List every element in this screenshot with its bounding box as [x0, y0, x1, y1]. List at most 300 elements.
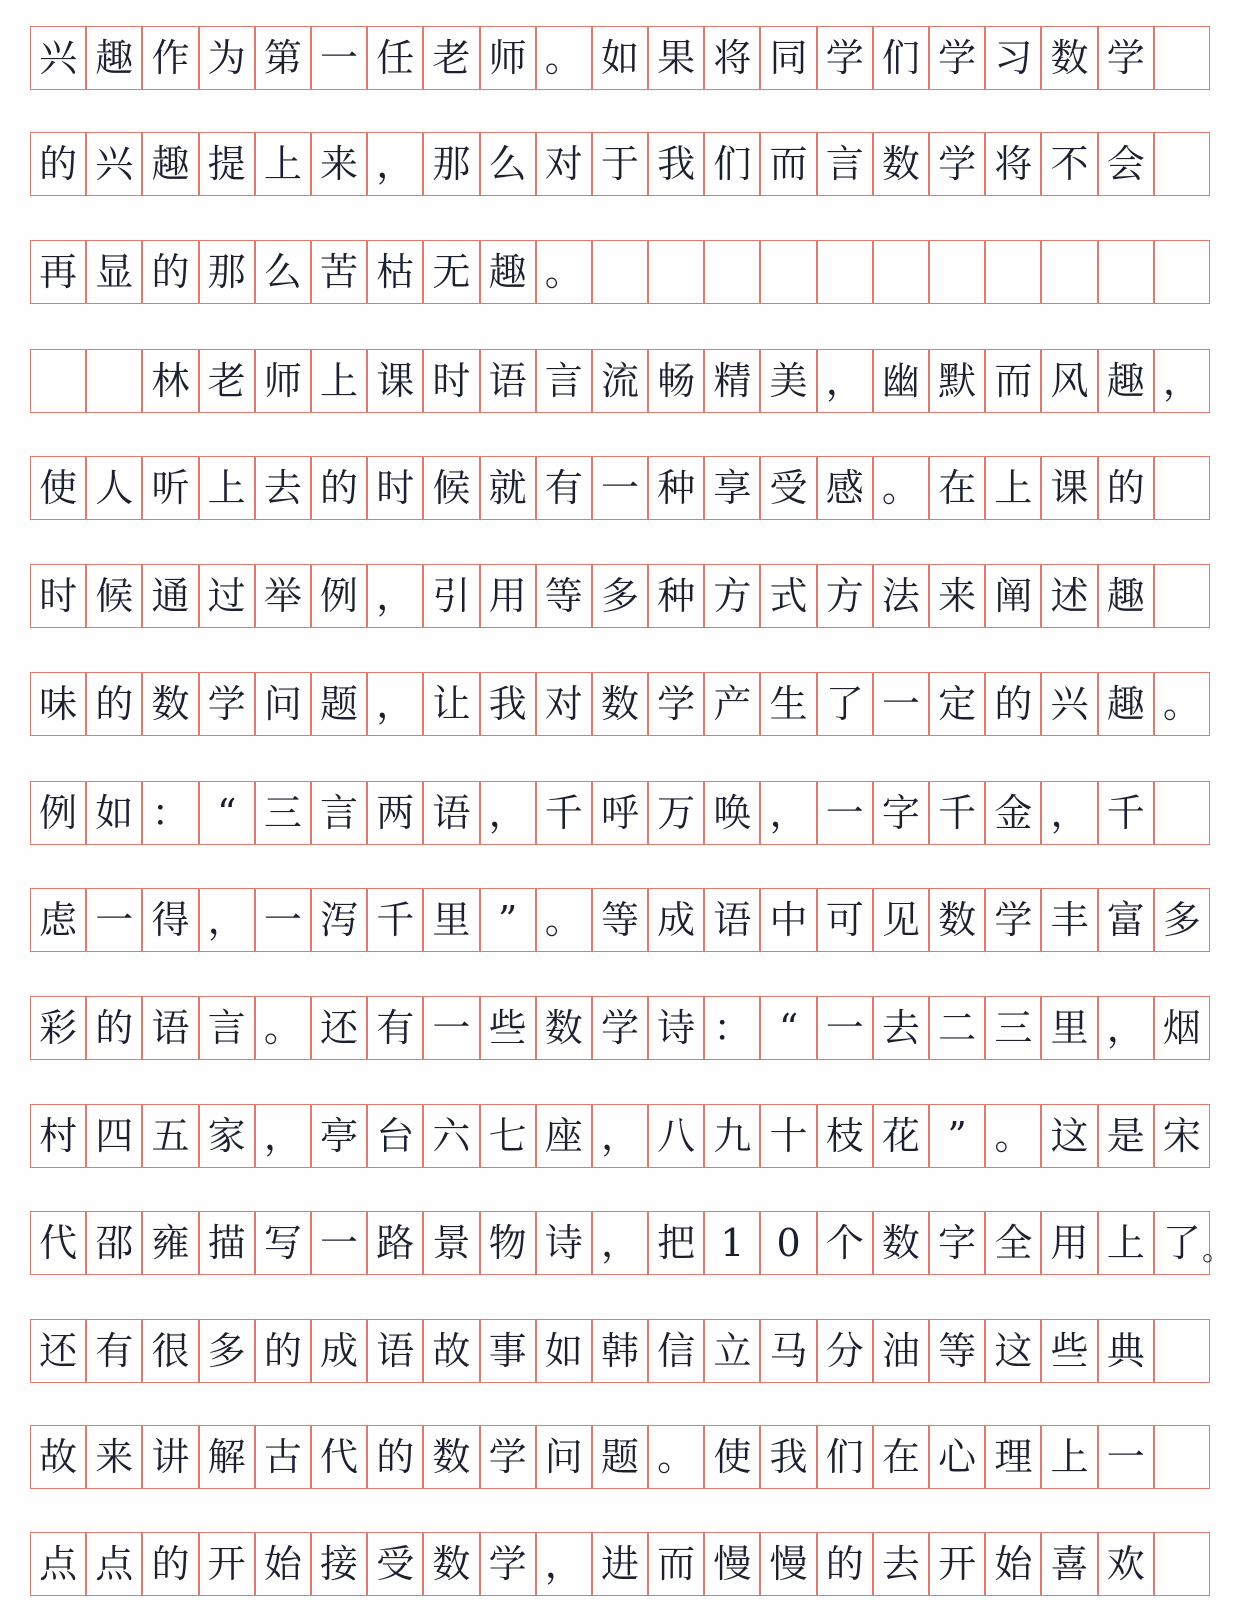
grid-cell: 候	[86, 564, 142, 628]
grid-cell: 学	[929, 26, 985, 90]
grid-cell: 学	[929, 132, 985, 196]
grid-cell: 数	[1041, 26, 1097, 90]
grid-cell: 用	[480, 564, 536, 628]
grid-cell: 数	[423, 1425, 479, 1489]
grid-cell: 学	[592, 996, 648, 1060]
grid-cell: 宋	[1154, 1104, 1210, 1168]
grid-cell: 在	[929, 456, 985, 520]
grid-cell	[592, 240, 648, 304]
grid-cell: 有	[86, 1319, 142, 1383]
grid-cell: 代	[311, 1425, 367, 1489]
grid-cell: 而	[760, 132, 816, 196]
grid-cell: 述	[1041, 564, 1097, 628]
grid-cell: ”	[929, 1104, 985, 1168]
grid-cell: 泻	[311, 888, 367, 952]
grid-cell: 字	[929, 1211, 985, 1275]
grid-cell: 趣	[480, 240, 536, 304]
grid-cell: 数	[592, 672, 648, 736]
grid-cell: 时	[423, 349, 479, 413]
grid-cell: 而	[985, 349, 1041, 413]
grid-cell	[648, 240, 704, 304]
grid-cell: 阐	[985, 564, 1041, 628]
grid-cell: 们	[817, 1425, 873, 1489]
grid-cell: 枝	[817, 1104, 873, 1168]
grid-cell: ，	[1041, 781, 1097, 845]
grid-cell: 语	[367, 1319, 423, 1383]
grid-cell: 课	[367, 349, 423, 413]
grid-cell: 等	[592, 888, 648, 952]
grid-cell: 彩	[30, 996, 86, 1060]
grid-cell: 描	[199, 1211, 255, 1275]
grid-cell: 解	[199, 1425, 255, 1489]
grid-cell: 数	[142, 672, 198, 736]
grid-cell: 生	[760, 672, 816, 736]
grid-cell: 如	[592, 26, 648, 90]
grid-cell: 多	[1154, 888, 1210, 952]
grid-line	[30, 240, 1210, 304]
grid-cell: 烟	[1154, 996, 1210, 1060]
grid-cell: 一	[817, 996, 873, 1060]
grid-cell: 的	[86, 672, 142, 736]
grid-cell: 有	[367, 996, 423, 1060]
grid-cell: 们	[873, 26, 929, 90]
grid-cell: 使	[704, 1425, 760, 1489]
grid-cell: 么	[255, 240, 311, 304]
grid-cell: 一	[817, 781, 873, 845]
grid-cell: 无	[423, 240, 479, 304]
grid-cell: 富	[1098, 888, 1154, 952]
grid-cell: 来	[86, 1425, 142, 1489]
grid-line	[30, 1532, 1210, 1596]
grid-cell: 信	[648, 1319, 704, 1383]
grid-line	[30, 349, 1210, 413]
grid-cell: 亭	[311, 1104, 367, 1168]
grid-cell: ，	[367, 564, 423, 628]
grid-cell: 很	[142, 1319, 198, 1383]
grid-cell: 将	[985, 132, 1041, 196]
grid-cell: 将	[704, 26, 760, 90]
grid-cell	[1154, 456, 1210, 520]
grid-cell: 座	[536, 1104, 592, 1168]
grid-line	[30, 888, 1210, 952]
grid-cell: 数	[423, 1532, 479, 1596]
grid-cell: 同	[760, 26, 816, 90]
grid-cell: 心	[929, 1425, 985, 1489]
grid-cell: 数	[929, 888, 985, 952]
grid-line	[30, 564, 1210, 628]
grid-cell: 作	[142, 26, 198, 90]
grid-cell: 学	[648, 672, 704, 736]
grid-cell: 见	[873, 888, 929, 952]
grid-cell: 九	[704, 1104, 760, 1168]
grid-cell: 数	[873, 132, 929, 196]
grid-cell: 成	[311, 1319, 367, 1383]
grid-cell: 一	[423, 996, 479, 1060]
grid-cell	[817, 240, 873, 304]
grid-cell: 的	[142, 240, 198, 304]
grid-cell: 为	[199, 26, 255, 90]
grid-cell: 使	[30, 456, 86, 520]
grid-cell: 题	[311, 672, 367, 736]
grid-cell: 用	[1041, 1211, 1097, 1275]
grid-cell: ：	[704, 996, 760, 1060]
grid-cell: 对	[536, 672, 592, 736]
grid-cell: 上	[1098, 1211, 1154, 1275]
grid-cell: 景	[423, 1211, 479, 1275]
grid-cell: 了	[817, 672, 873, 736]
grid-cell: 学	[480, 1532, 536, 1596]
grid-cell	[1154, 26, 1210, 90]
grid-cell: 会	[1098, 132, 1154, 196]
grid-cell: 分	[817, 1319, 873, 1383]
grid-cell: 言	[817, 132, 873, 196]
grid-cell: 千	[1098, 781, 1154, 845]
grid-cell: 师	[480, 26, 536, 90]
grid-cell: 的	[817, 1532, 873, 1596]
grid-cell: 一	[873, 672, 929, 736]
grid-cell: 慢	[760, 1532, 816, 1596]
grid-cell: 韩	[592, 1319, 648, 1383]
grid-cell: 任	[367, 26, 423, 90]
grid-cell: 诗	[536, 1211, 592, 1275]
grid-cell: ，	[367, 672, 423, 736]
grid-cell: 一	[311, 26, 367, 90]
grid-cell: 油	[873, 1319, 929, 1383]
grid-cell: 默	[929, 349, 985, 413]
grid-cell: 语	[480, 349, 536, 413]
grid-cell	[704, 240, 760, 304]
grid-line	[30, 1319, 1210, 1383]
grid-cell: 多	[199, 1319, 255, 1383]
grid-cell: 通	[142, 564, 198, 628]
grid-cell: 味	[30, 672, 86, 736]
grid-cell: 上	[1041, 1425, 1097, 1489]
grid-cell: 我	[648, 132, 704, 196]
grid-cell: 老	[199, 349, 255, 413]
grid-cell: 接	[311, 1532, 367, 1596]
grid-cell	[760, 240, 816, 304]
grid-cell: 而	[648, 1532, 704, 1596]
grid-cell: 唤	[704, 781, 760, 845]
grid-cell: 呼	[592, 781, 648, 845]
grid-cell	[1154, 132, 1210, 196]
grid-cell: 法	[873, 564, 929, 628]
grid-cell: 三	[255, 781, 311, 845]
grid-cell: 引	[423, 564, 479, 628]
grid-cell: ，	[1154, 349, 1210, 413]
grid-cell: 千	[367, 888, 423, 952]
grid-cell: 里	[1041, 996, 1097, 1060]
grid-cell: 的	[30, 132, 86, 196]
grid-cell: 始	[255, 1532, 311, 1596]
grid-cell: 苦	[311, 240, 367, 304]
grid-line	[30, 456, 1210, 520]
grid-cell: 学	[480, 1425, 536, 1489]
grid-cell: 七	[480, 1104, 536, 1168]
grid-cell: “	[199, 781, 255, 845]
grid-line	[30, 781, 1210, 845]
grid-cell: 字	[873, 781, 929, 845]
grid-cell: 进	[592, 1532, 648, 1596]
grid-cell: 。	[985, 1104, 1041, 1168]
grid-cell: 语	[704, 888, 760, 952]
grid-cell: 问	[536, 1425, 592, 1489]
grid-cell: 。	[536, 240, 592, 304]
grid-cell: 语	[142, 996, 198, 1060]
grid-cell: 果	[648, 26, 704, 90]
grid-cell: 定	[929, 672, 985, 736]
grid-cell: 五	[142, 1104, 198, 1168]
grid-cell: 第	[255, 26, 311, 90]
grid-cell: 全	[985, 1211, 1041, 1275]
grid-cell: 始	[985, 1532, 1041, 1596]
grid-cell: 言	[199, 996, 255, 1060]
grid-cell: 六	[423, 1104, 479, 1168]
grid-cell: 数	[536, 996, 592, 1060]
grid-cell: 趣	[86, 26, 142, 90]
grid-cell	[1154, 1532, 1210, 1596]
grid-cell: 了	[1154, 1211, 1210, 1275]
grid-cell: 学	[985, 888, 1041, 952]
grid-cell: 享	[704, 456, 760, 520]
grid-cell: 我	[760, 1425, 816, 1489]
grid-cell: 人	[86, 456, 142, 520]
grid-cell: 台	[367, 1104, 423, 1168]
grid-cell: 点	[30, 1532, 86, 1596]
grid-line	[30, 1211, 1232, 1275]
grid-cell	[1154, 240, 1210, 304]
grid-cell: 老	[423, 26, 479, 90]
grid-cell: 邵	[86, 1211, 142, 1275]
grid-cell: 些	[480, 996, 536, 1060]
grid-cell: 不	[1041, 132, 1097, 196]
grid-cell: 如	[86, 781, 142, 845]
grid-cell: 数	[873, 1211, 929, 1275]
grid-cell: 三	[985, 996, 1041, 1060]
grid-cell: 理	[985, 1425, 1041, 1489]
grid-cell: 么	[480, 132, 536, 196]
grid-cell: ，	[367, 132, 423, 196]
grid-cell: 幽	[873, 349, 929, 413]
grid-cell: 喜	[1041, 1532, 1097, 1596]
grid-cell	[30, 349, 86, 413]
grid-cell: 趣	[1098, 349, 1154, 413]
grid-cell: 诗	[648, 996, 704, 1060]
grid-cell: 受	[760, 456, 816, 520]
grid-cell: 兴	[1041, 672, 1097, 736]
grid-cell	[1154, 1425, 1210, 1489]
grid-cell: 得	[142, 888, 198, 952]
grid-cell: 对	[536, 132, 592, 196]
grid-cell: 1	[704, 1211, 760, 1275]
grid-cell: ，	[1098, 996, 1154, 1060]
grid-cell: 举	[255, 564, 311, 628]
grid-cell: 中	[760, 888, 816, 952]
grid-cell: 那	[423, 132, 479, 196]
grid-cell: 有	[536, 456, 592, 520]
grid-cell: ，	[255, 1104, 311, 1168]
grid-cell: 还	[30, 1319, 86, 1383]
grid-cell: 上	[311, 349, 367, 413]
grid-cell: 开	[929, 1532, 985, 1596]
grid-cell	[86, 349, 142, 413]
grid-cell: 显	[86, 240, 142, 304]
grid-cell	[1154, 564, 1210, 628]
grid-cell: 风	[1041, 349, 1097, 413]
grid-cell: 于	[592, 132, 648, 196]
grid-cell: 典	[1098, 1319, 1154, 1383]
grid-cell: 在	[873, 1425, 929, 1489]
grid-cell: 成	[648, 888, 704, 952]
grid-cell: 的	[311, 456, 367, 520]
grid-cell: 千	[929, 781, 985, 845]
grid-cell: 流	[592, 349, 648, 413]
grid-cell: 一	[255, 888, 311, 952]
grid-cell: 我	[480, 672, 536, 736]
grid-cell: 产	[704, 672, 760, 736]
grid-cell: 去	[873, 1532, 929, 1596]
grid-cell: 一	[1098, 1425, 1154, 1489]
grid-cell: 种	[648, 564, 704, 628]
grid-cell: 课	[1041, 456, 1097, 520]
grid-cell: 来	[311, 132, 367, 196]
grid-cell: 那	[199, 240, 255, 304]
grid-cell: 时	[30, 564, 86, 628]
grid-cell: 听	[142, 456, 198, 520]
grid-cell: 代	[30, 1211, 86, 1275]
grid-line	[30, 996, 1210, 1060]
grid-cell: 0	[760, 1211, 816, 1275]
grid-cell: 言	[536, 349, 592, 413]
grid-cell: 的	[255, 1319, 311, 1383]
grid-cell: 二	[929, 996, 985, 1060]
grid-cell: 里	[423, 888, 479, 952]
grid-cell: 感	[817, 456, 873, 520]
grid-cell: 村	[30, 1104, 86, 1168]
grid-cell: 的	[1098, 456, 1154, 520]
grid-cell: 上	[255, 132, 311, 196]
grid-cell: 写	[255, 1211, 311, 1275]
grid-cell: 题	[592, 1425, 648, 1489]
grid-cell: 的	[142, 1532, 198, 1596]
grid-cell	[985, 240, 1041, 304]
grid-cell: 林	[142, 349, 198, 413]
grid-cell: 八	[648, 1104, 704, 1168]
grid-cell: 的	[86, 996, 142, 1060]
grid-cell: 故	[30, 1425, 86, 1489]
grid-cell: 古	[255, 1425, 311, 1489]
grid-cell: 过	[199, 564, 255, 628]
grid-cell: ，	[199, 888, 255, 952]
grid-cell: 美	[760, 349, 816, 413]
grid-cell: 雍	[142, 1211, 198, 1275]
grid-cell: “	[760, 996, 816, 1060]
grid-cell: 学	[199, 672, 255, 736]
grid-cell: ，	[592, 1104, 648, 1168]
grid-cell: ，	[592, 1211, 648, 1275]
grid-cell: 方	[817, 564, 873, 628]
grid-cell: 就	[480, 456, 536, 520]
grid-cell: 。	[648, 1425, 704, 1489]
grid-cell: 点	[86, 1532, 142, 1596]
grid-cell: 。	[536, 888, 592, 952]
grid-cell: 万	[648, 781, 704, 845]
grid-cell: 语	[423, 781, 479, 845]
grid-cell: 千	[536, 781, 592, 845]
grid-line	[30, 26, 1210, 90]
grid-cell: 家	[199, 1104, 255, 1168]
grid-cell: 等	[929, 1319, 985, 1383]
grid-cell: 物	[480, 1211, 536, 1275]
grid-cell: 学	[1098, 26, 1154, 90]
grid-cell: 方	[704, 564, 760, 628]
grid-cell: ，	[760, 781, 816, 845]
grid-cell: 例	[30, 781, 86, 845]
grid-cell: 趣	[1098, 672, 1154, 736]
grid-cell	[1154, 781, 1210, 845]
grid-cell: ：	[142, 781, 198, 845]
grid-cell: 兴	[86, 132, 142, 196]
grid-cell: 事	[480, 1319, 536, 1383]
overflow-text: 。	[1202, 1233, 1232, 1268]
grid-cell: 上	[199, 456, 255, 520]
grid-cell: 路	[367, 1211, 423, 1275]
grid-cell: 兴	[30, 26, 86, 90]
grid-cell: 时	[367, 456, 423, 520]
grid-cell: 趣	[142, 132, 198, 196]
grid-cell	[1154, 1319, 1210, 1383]
grid-cell: 。	[255, 996, 311, 1060]
grid-cell: 如	[536, 1319, 592, 1383]
grid-cell: 这	[1041, 1104, 1097, 1168]
grid-cell: 一	[86, 888, 142, 952]
grid-cell: 候	[423, 456, 479, 520]
grid-cell: 一	[311, 1211, 367, 1275]
grid-cell: 再	[30, 240, 86, 304]
grid-cell: 些	[1041, 1319, 1097, 1383]
grid-cell: 枯	[367, 240, 423, 304]
grid-cell: 。	[873, 456, 929, 520]
grid-cell: 欢	[1098, 1532, 1154, 1596]
grid-cell: 上	[985, 456, 1041, 520]
grid-cell: 来	[929, 564, 985, 628]
grid-cell: 是	[1098, 1104, 1154, 1168]
grid-cell: 种	[648, 456, 704, 520]
grid-cell: ，	[536, 1532, 592, 1596]
grid-line	[30, 672, 1210, 736]
grid-cell: 把	[648, 1211, 704, 1275]
grid-cell: 花	[873, 1104, 929, 1168]
grid-cell	[1098, 240, 1154, 304]
grid-cell: 一	[592, 456, 648, 520]
grid-cell: 师	[255, 349, 311, 413]
grid-cell: 故	[423, 1319, 479, 1383]
grid-cell: 马	[760, 1319, 816, 1383]
grid-cell: 趣	[1098, 564, 1154, 628]
grid-cell	[929, 240, 985, 304]
grid-cell: 还	[311, 996, 367, 1060]
grid-cell: 十	[760, 1104, 816, 1168]
grid-cell: 个	[817, 1211, 873, 1275]
grid-cell: 。	[1154, 672, 1210, 736]
grid-cell	[1041, 240, 1097, 304]
grid-cell: 两	[367, 781, 423, 845]
grid-line	[30, 1425, 1210, 1489]
grid-cell	[873, 240, 929, 304]
grid-cell: 的	[367, 1425, 423, 1489]
grid-cell: 问	[255, 672, 311, 736]
grid-cell: 精	[704, 349, 760, 413]
